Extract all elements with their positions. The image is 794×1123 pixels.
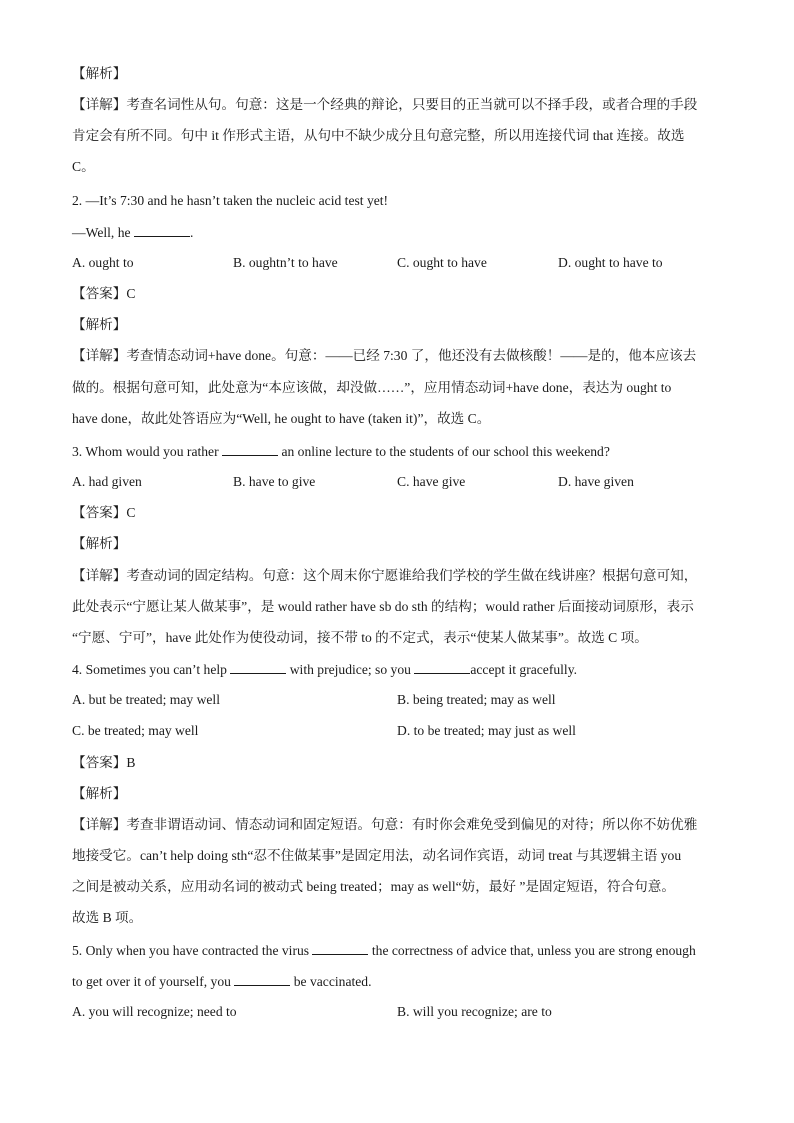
q5-option-a: A. you will recognize; need to	[72, 1004, 237, 1019]
q3-detail-line-1: 【详解】考查动词的固定结构。句意：这个周末你宁愿谁给我们学校的学生做在线讲座？根据句意可知，	[72, 568, 698, 583]
q2-stem: 2. —It’s 7:30 and he hasn’t taken the nucleic acid test yet!	[72, 193, 389, 208]
q4-detail-line-4: 故选 B 项。	[72, 910, 143, 925]
q3-option-a: A. had given	[72, 474, 142, 489]
q4-option-a: A. but be treated; may well	[72, 692, 220, 707]
q4-blank-2	[414, 659, 470, 674]
q4-detail-line-3: 之间是被动关系，应用动名词的被动式 being treated；may as well“妨，最好 ”是固定短语，符合句意。	[72, 879, 675, 894]
q4-detail-line-1: 【详解】考查非谓语动词、情态动词和固定短语。句意：有时你会难免受到偏见的对待；所以你不妨优雅	[72, 817, 698, 832]
q3-stem: 3. Whom would you rather an online lecture to the students of our school this weekend?	[72, 441, 610, 462]
q4-answer: 【答案】B	[72, 755, 136, 770]
q2-detail-line-2: 做的。根据句意可知，此处意为“本应该做，却没做……”，应用情态动词+have done，表达为 ought to	[72, 380, 672, 395]
q4-stem: 4. Sometimes you can’t help with prejudice; so you accept it gracefully.	[72, 659, 577, 680]
q2-stem-line-2: —Well, he .	[72, 222, 193, 243]
q4-analysis-tag: 【解析】	[72, 786, 127, 801]
q2-option-b: B. oughtn’t to have	[233, 255, 338, 270]
q2-blank	[134, 222, 190, 237]
q5-option-b: B. will you recognize; are to	[397, 1004, 552, 1019]
q3-option-b: B. have to give	[233, 474, 316, 489]
q3-blank	[222, 441, 278, 456]
q3-detail-line-3: “宁愿、宁可”，have 此处作为使役动词，接不带 to 的不定式，表示“使某人做某事”。故选 C 项。	[72, 630, 648, 645]
q2-answer: 【答案】C	[72, 286, 136, 301]
q3-analysis-tag: 【解析】	[72, 536, 127, 551]
q5-stem: 5. Only when you have contracted the virus the correctness of advice that, unless you are strong enough	[72, 940, 696, 961]
q2-analysis-tag: 【解析】	[72, 317, 127, 332]
q2-option-a: A. ought to	[72, 255, 134, 270]
q3-detail-line-2: 此处表示“宁愿让某人做某事”，是 would rather have sb do sth 的结构；would rather 后面接动词原形，表示	[72, 599, 694, 614]
q2-detail-line-1: 【详解】考查情态动词+have done。句意：——已经 7:30 了，他还没有去做核酸！——是的，他本应该去	[72, 348, 697, 363]
q1-detail-tag: 【详解】	[72, 97, 127, 112]
q2-detail-line-3: have done，故此处答语应为“Well, he ought to have (taken it)”，故选 C。	[72, 411, 491, 426]
q4-detail-line-2: 地接受它。can’t help doing sth“忍不住做某事”是固定用法，动名词作宾语，动词 treat 与其逻辑主语 you	[72, 848, 682, 863]
q1-detail-line-2: 肯定会有所不同。句中 it 作形式主语，从句中不缺少成分且句意完整，所以用连接代词 that 连接。故选	[72, 128, 685, 143]
q2-option-c: C. ought to have	[397, 255, 487, 270]
q4-option-d: D. to be treated; may just as well	[397, 723, 576, 738]
q1-detail-line-1: 【详解】考查名词性从句。句意：这是一个经典的辩论，只要目的正当就可以不择手段，或者合理的手段	[72, 97, 698, 112]
q1-analysis-tag: 【解析】	[72, 66, 127, 81]
q3-option-d: D. have given	[558, 474, 634, 489]
q5-blank-1	[312, 940, 368, 955]
q4-option-b: B. being treated; may as well	[397, 692, 556, 707]
q3-answer: 【答案】C	[72, 505, 136, 520]
q5-stem-line-2: to get over it of yourself, you be vaccinated.	[72, 971, 372, 992]
q5-blank-2	[234, 971, 290, 986]
q4-blank-1	[230, 659, 286, 674]
q2-option-d: D. ought to have to	[558, 255, 663, 270]
q3-option-c: C. have give	[397, 474, 466, 489]
q4-option-c: C. be treated; may well	[72, 723, 199, 738]
q1-detail-line-3: C。	[72, 159, 95, 174]
